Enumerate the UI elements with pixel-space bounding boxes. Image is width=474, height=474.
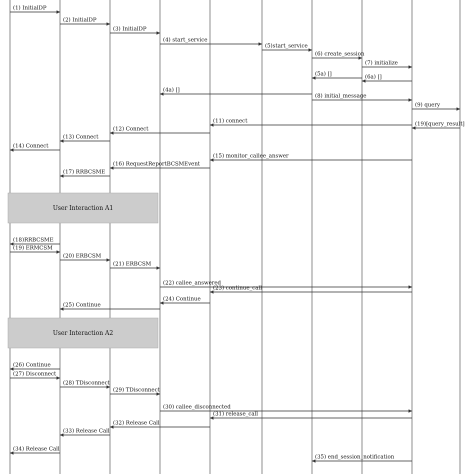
- message-label: (9) query: [415, 102, 441, 109]
- message-7: [362, 60, 412, 68]
- message-23: [60, 253, 110, 261]
- message-30: [10, 371, 60, 379]
- message-5: [262, 43, 312, 51]
- message-2: [60, 17, 110, 25]
- message-label: (18)RRBCSME: [13, 237, 54, 244]
- message-24: [110, 261, 160, 269]
- message-12: [412, 102, 460, 110]
- message-8: [362, 74, 412, 82]
- message-6: [312, 51, 365, 59]
- message-label: (25) Continue: [63, 302, 101, 309]
- interaction-box-1: [8, 193, 158, 223]
- interaction-boxes: [8, 193, 158, 348]
- message-label: (19)[query_result]: [415, 121, 465, 128]
- interaction-box-label: User Interaction A1: [52, 205, 114, 212]
- message-label: (24) Continue: [163, 296, 201, 303]
- message-3: [110, 26, 160, 34]
- message-27: [160, 296, 210, 304]
- message-20: [60, 169, 110, 177]
- message-4: [160, 37, 262, 45]
- message-label: (31) release_call: [213, 411, 259, 418]
- interaction-box-label: User Interaction A2: [52, 330, 114, 337]
- lifelines: [10, 0, 460, 474]
- message-label: (6) create_session: [315, 51, 365, 58]
- message-34: [210, 411, 412, 419]
- message-label: (29) TDisconnect: [113, 387, 160, 394]
- message-label: (1) InitialDP: [13, 5, 47, 12]
- message-14: [210, 118, 412, 126]
- message-36: [60, 428, 110, 436]
- message-label: (5a) []: [315, 71, 332, 78]
- message-19: [110, 161, 210, 169]
- message-label: (28) TDisconnect: [63, 380, 110, 387]
- message-26: [210, 285, 412, 293]
- message-label: (15) monitor_callee_answer: [213, 153, 289, 160]
- messages: [10, 5, 465, 474]
- message-29: [10, 362, 60, 370]
- message-16: [60, 134, 110, 142]
- message-17: [10, 143, 60, 151]
- message-label: (8) initial_message: [315, 93, 367, 100]
- message-label: (19) ERMCSM: [13, 245, 53, 252]
- message-label: (7) initialize: [365, 60, 398, 67]
- message-25: [160, 280, 412, 288]
- message-38: [312, 454, 412, 462]
- message-label: (16) RequestReportBCSMEvent: [113, 161, 200, 168]
- message-22: [10, 245, 60, 253]
- message-32: [110, 387, 161, 395]
- message-1: [10, 5, 60, 13]
- message-label: (4) start_service: [163, 37, 208, 44]
- message-13: [412, 121, 465, 129]
- message-label: (6a) []: [365, 74, 382, 81]
- message-label: (5)start_service: [265, 43, 308, 50]
- message-label: (23) continue_call: [213, 285, 262, 292]
- message-label: (30) callee_disconnected: [163, 404, 231, 411]
- message-label: (17) RRBCSME: [63, 169, 106, 176]
- message-label: (26) Continue: [13, 362, 51, 369]
- message-label: (4a) []: [163, 87, 180, 94]
- message-37: [10, 446, 60, 454]
- message-31: [60, 380, 111, 388]
- message-label: (34) Release Call: [13, 446, 60, 453]
- message-label: (14) Connect: [13, 143, 49, 150]
- message-label: (21) ERBCSM: [113, 261, 152, 268]
- message-label: (2) InitialDP: [63, 17, 97, 24]
- message-11: [312, 93, 412, 101]
- message-label: (35) end_session_notification: [315, 454, 395, 461]
- message-label: (3) InitialDP: [113, 26, 147, 33]
- message-label: (20) ERBCSM: [63, 253, 102, 260]
- message-label: (11) connect: [213, 118, 248, 125]
- message-10: [160, 87, 312, 95]
- message-label: (22) callee_answered: [163, 280, 222, 287]
- interaction-box-2: [8, 318, 158, 348]
- message-label: (27) Disconnect: [13, 371, 57, 378]
- message-18: [210, 153, 412, 161]
- message-label: (33) Release Call: [63, 428, 110, 435]
- message-label: (32) Release Call: [113, 420, 160, 427]
- message-33: [160, 404, 412, 412]
- message-label: (13) Connect: [63, 134, 99, 141]
- message-9: [312, 71, 362, 79]
- message-21: [10, 237, 60, 245]
- message-label: (12) Connect: [113, 126, 149, 133]
